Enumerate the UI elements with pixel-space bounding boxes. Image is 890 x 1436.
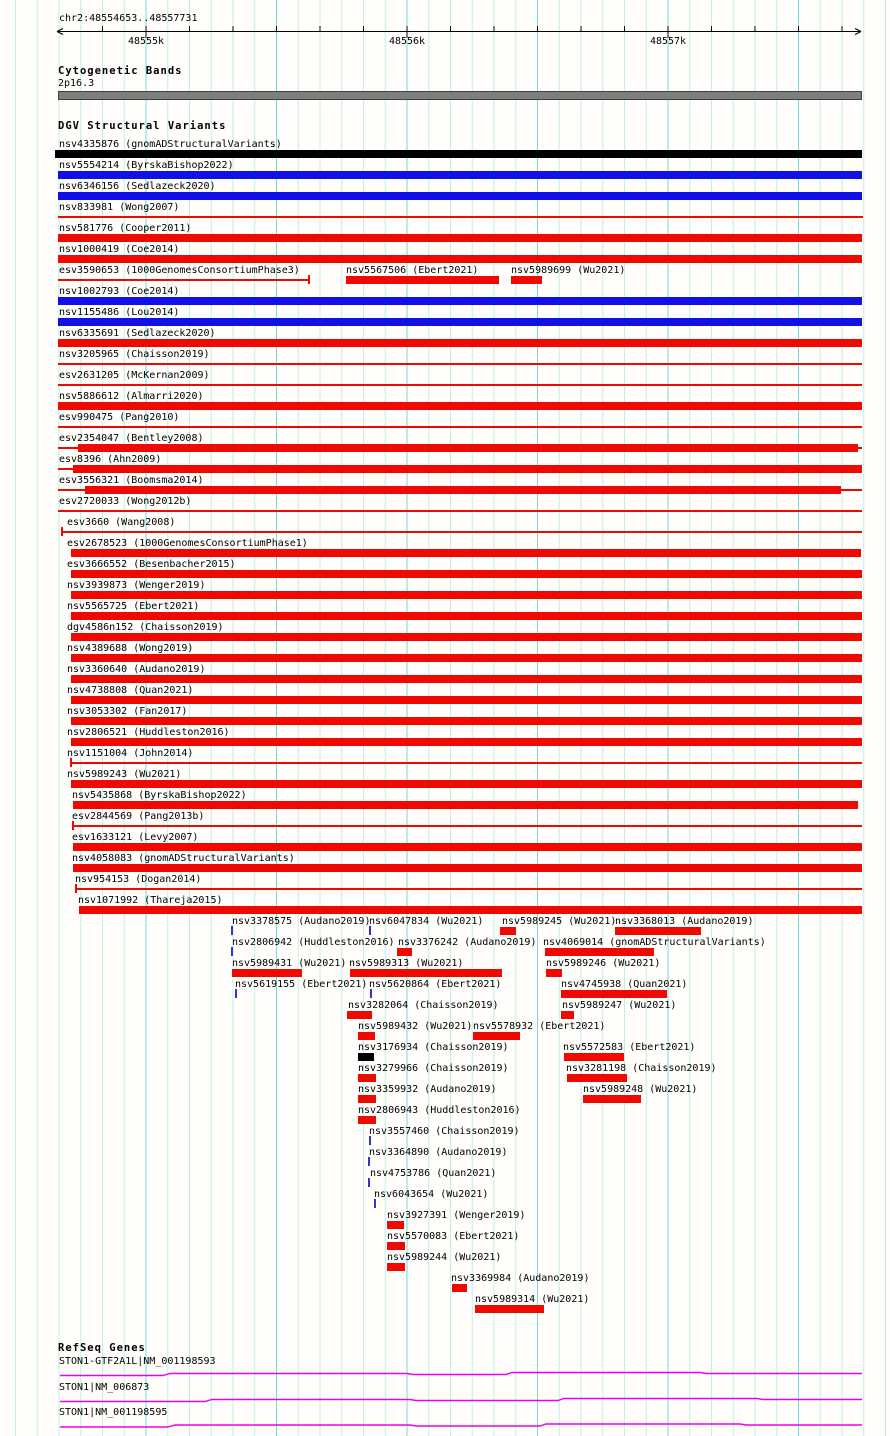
variant-bar[interactable] [58, 192, 862, 200]
variant-bar[interactable] [71, 570, 862, 578]
variant-tick[interactable] [308, 275, 310, 284]
variant-label[interactable]: nsv5989246 (Wu2021) [546, 958, 661, 969]
variant-label[interactable]: nsv5989313 (Wu2021) [349, 958, 464, 969]
variant-label[interactable]: esv2631205 (McKernan2009) [59, 370, 210, 381]
variant-bar[interactable] [71, 717, 862, 725]
position-label: chr2:48554653..48557731 [59, 13, 198, 24]
variant-label[interactable]: nsv1000419 (Coe2014) [59, 244, 180, 255]
variant-label[interactable]: nsv3369984 (Audano2019) [451, 1273, 590, 1284]
variant-bar[interactable] [567, 1074, 627, 1082]
refseq-track-title: RefSeq Genes [58, 1342, 146, 1354]
variant-label[interactable]: nsv3557460 (Chaisson2019) [369, 1126, 520, 1137]
variant-label[interactable]: nsv833981 (Wong2007) [59, 202, 180, 213]
variant-line[interactable] [58, 216, 863, 218]
variant-bar[interactable] [71, 780, 862, 788]
variant-label[interactable]: nsv5435868 (ByrskaBishop2022) [72, 790, 247, 801]
variant-label[interactable]: nsv5989243 (Wu2021) [67, 769, 182, 780]
variant-bar[interactable] [358, 1053, 374, 1061]
variant-label[interactable]: nsv3364890 (Audano2019) [369, 1147, 508, 1158]
variant-line[interactable] [58, 363, 862, 365]
variant-bar[interactable] [358, 1116, 376, 1124]
variant-line[interactable] [58, 384, 862, 386]
variant-label[interactable]: nsv5570083 (Ebert2021) [387, 1231, 520, 1242]
variant-label[interactable]: nsv1155486 (Lou2014) [59, 307, 180, 318]
variant-bar[interactable] [358, 1095, 376, 1103]
gene-label[interactable]: STON1-GTF2A1L|NM_001198593 [59, 1356, 216, 1367]
variant-tick[interactable] [231, 926, 233, 935]
variant-bar[interactable] [71, 654, 862, 662]
variant-label[interactable]: nsv6047834 (Wu2021) [369, 916, 484, 927]
variant-label[interactable]: nsv3368013 (Audano2019) [615, 916, 754, 927]
cytogenetic-bands-title: Cytogenetic Bands [58, 65, 183, 77]
variant-tick[interactable] [370, 989, 372, 998]
variant-label[interactable]: dgv4586n152 (Chaisson2019) [67, 622, 224, 633]
variant-label[interactable]: nsv3359932 (Audano2019) [358, 1084, 497, 1095]
variant-label[interactable]: nsv5572583 (Ebert2021) [563, 1042, 696, 1053]
variant-line[interactable] [58, 279, 309, 281]
variant-label[interactable]: nsv4069014 (gnomADStructuralVariants) [543, 937, 766, 948]
variant-label[interactable]: nsv954153 (Dogan2014) [75, 874, 202, 885]
variant-label[interactable]: nsv5989247 (Wu2021) [562, 1000, 677, 1011]
gene-line[interactable] [60, 1424, 862, 1427]
variant-bar[interactable] [546, 969, 562, 977]
variant-label[interactable]: nsv5619155 (Ebert2021) [235, 979, 368, 990]
gene-label[interactable]: STON1|NM_006873 [59, 1382, 150, 1393]
variant-label[interactable]: nsv2806943 (Huddleston2016) [358, 1105, 521, 1116]
variant-label[interactable]: nsv5989432 (Wu2021) [358, 1021, 473, 1032]
variant-label[interactable]: nsv3281198 (Chaisson2019) [566, 1063, 717, 1074]
variant-label[interactable]: nsv6346156 (Sedlazeck2020) [59, 181, 216, 192]
variant-label[interactable]: nsv3279966 (Chaisson2019) [358, 1063, 509, 1074]
variant-label[interactable]: nsv3360640 (Audano2019) [67, 664, 206, 675]
variant-label[interactable]: nsv4058083 (gnomADStructuralVariants) [72, 853, 295, 864]
variant-label[interactable]: esv2720033 (Wong2012b) [59, 496, 192, 507]
variant-bar[interactable] [358, 1074, 376, 1082]
variant-label[interactable]: nsv5554214 (ByrskaBishop2022) [59, 160, 234, 171]
variant-bar[interactable] [55, 150, 862, 158]
variant-bar[interactable] [58, 339, 862, 347]
variant-label[interactable]: esv2678523 (1000GenomesConsortiumPhase1) [67, 538, 308, 549]
gene-label[interactable]: STON1|NM_001198595 [59, 1407, 168, 1418]
variant-label[interactable]: nsv1002793 (Coe2014) [59, 286, 180, 297]
variant-label[interactable]: nsv5989699 (Wu2021) [511, 265, 626, 276]
ruler-tick-label: 48555k [127, 36, 165, 47]
variant-bar[interactable] [511, 276, 542, 284]
variant-bar[interactable] [73, 465, 862, 473]
variant-bar[interactable] [347, 1011, 372, 1019]
variant-bar[interactable] [387, 1221, 404, 1229]
variant-bar[interactable] [397, 948, 412, 956]
variant-label[interactable]: nsv5567506 (Ebert2021) [346, 265, 479, 276]
variant-bar[interactable] [73, 843, 862, 851]
variant-label[interactable]: nsv3378575 (Audano2019) [232, 916, 371, 927]
ruler-tick-label: 48557k [649, 36, 687, 47]
variant-bar[interactable] [473, 1032, 520, 1040]
variant-line[interactable] [58, 510, 862, 512]
variant-label[interactable]: nsv3939873 (Wenger2019) [67, 580, 206, 591]
dgv-track-title: DGV Structural Variants [58, 120, 227, 132]
variant-bar[interactable] [58, 171, 862, 179]
variant-tick[interactable] [368, 1157, 370, 1166]
variant-bar[interactable] [500, 927, 516, 935]
variant-label[interactable]: nsv5886612 (Almarri2020) [59, 391, 204, 402]
variant-label[interactable]: esv2844569 (Pang2013b) [72, 811, 205, 822]
variant-bar[interactable] [545, 948, 654, 956]
variant-bar[interactable] [71, 612, 862, 620]
variant-label[interactable]: nsv5989314 (Wu2021) [475, 1294, 590, 1305]
variant-label[interactable]: esv990475 (Pang2010) [59, 412, 180, 423]
variant-line[interactable] [71, 762, 862, 764]
variant-bar[interactable] [73, 801, 858, 809]
variant-bar[interactable] [73, 864, 862, 872]
variant-label[interactable]: esv2354047 (Bentley2008) [59, 433, 204, 444]
variant-bar[interactable] [85, 486, 841, 494]
variant-label[interactable]: nsv6043654 (Wu2021) [374, 1189, 489, 1200]
variant-label[interactable]: nsv1151004 (John2014) [67, 748, 194, 759]
variant-tick[interactable] [374, 1199, 376, 1208]
variant-label[interactable]: nsv6335691 (Sedlazeck2020) [59, 328, 216, 339]
variant-label[interactable]: esv3666552 (Besenbacher2015) [67, 559, 236, 570]
variant-bar[interactable] [58, 255, 862, 263]
variant-tick[interactable] [369, 1136, 371, 1145]
variant-line[interactable] [62, 531, 862, 533]
variant-bar[interactable] [232, 969, 302, 977]
variant-bar[interactable] [58, 234, 862, 242]
variant-label[interactable]: nsv5989248 (Wu2021) [583, 1084, 698, 1095]
variant-label[interactable]: nsv5565725 (Ebert2021) [67, 601, 200, 612]
variant-bar[interactable] [58, 402, 862, 410]
variant-label[interactable]: nsv3282064 (Chaisson2019) [348, 1000, 499, 1011]
variant-tick[interactable] [369, 926, 371, 935]
variant-label[interactable]: esv3556321 (Boomsma2014) [59, 475, 204, 486]
gene-line[interactable] [60, 1373, 862, 1376]
variant-line[interactable] [76, 888, 862, 890]
variant-label[interactable]: nsv4335876 (gnomADStructuralVariants) [59, 139, 282, 150]
variant-label[interactable]: nsv4389688 (Wong2019) [67, 643, 194, 654]
cytoband-rect[interactable] [58, 91, 862, 100]
variant-label[interactable]: nsv5578932 (Ebert2021) [473, 1021, 606, 1032]
variant-label[interactable]: nsv3927391 (Wenger2019) [387, 1210, 526, 1221]
variant-bar[interactable] [71, 738, 862, 746]
variant-label[interactable]: esv3590653 (1000GenomesConsortiumPhase3) [59, 265, 300, 276]
variant-bar[interactable] [358, 1032, 375, 1040]
variant-label[interactable]: nsv4745938 (Quan2021) [561, 979, 688, 990]
variant-bar[interactable] [58, 297, 862, 305]
variant-bar[interactable] [452, 1284, 467, 1292]
variant-label[interactable]: nsv5989244 (Wu2021) [387, 1252, 502, 1263]
variant-line[interactable] [58, 426, 862, 428]
variant-label[interactable]: nsv3176934 (Chaisson2019) [358, 1042, 509, 1053]
variant-label[interactable]: nsv3376242 (Audano2019) [398, 937, 537, 948]
variant-bar[interactable] [561, 1011, 574, 1019]
variant-bar[interactable] [78, 444, 858, 452]
variant-label[interactable]: nsv4753786 (Quan2021) [370, 1168, 497, 1179]
variant-label[interactable]: nsv3205965 (Chaisson2019) [59, 349, 210, 360]
cytoband-name-label: 2p16.3 [58, 78, 95, 89]
variant-line[interactable] [73, 825, 862, 827]
variant-bar[interactable] [79, 906, 862, 914]
variant-label[interactable]: esv8396 (Ahn2009) [59, 454, 162, 465]
variant-tick[interactable] [368, 1178, 370, 1187]
variant-label[interactable]: nsv5620864 (Ebert2021) [369, 979, 502, 990]
ruler-tick-label: 48556k [388, 36, 426, 47]
variant-bar[interactable] [71, 675, 862, 683]
variant-label[interactable]: nsv3053302 (Fan2017) [67, 706, 188, 717]
variant-label[interactable]: nsv5989245 (Wu2021) [502, 916, 617, 927]
variant-bar[interactable] [350, 969, 502, 977]
variant-label[interactable]: nsv2806942 (Huddleston2016) [232, 937, 395, 948]
variant-label[interactable]: nsv1071992 (Thareja2015) [78, 895, 223, 906]
variant-bar[interactable] [387, 1263, 405, 1271]
variant-bar[interactable] [387, 1242, 405, 1250]
variant-bar[interactable] [564, 1053, 624, 1061]
variant-label[interactable]: esv3660 (Wang2008) [67, 517, 176, 528]
variant-bar[interactable] [583, 1095, 641, 1103]
variant-tick[interactable] [231, 947, 233, 956]
variant-tick[interactable] [235, 989, 237, 998]
variant-bar[interactable] [71, 696, 862, 704]
variant-label[interactable]: nsv4738808 (Quan2021) [67, 685, 194, 696]
variant-label[interactable]: nsv2806521 (Huddleston2016) [67, 727, 230, 738]
variant-bar[interactable] [71, 549, 861, 557]
variant-bar[interactable] [58, 318, 862, 326]
variant-bar[interactable] [475, 1305, 544, 1313]
variant-bar[interactable] [561, 990, 667, 998]
variant-label[interactable]: nsv581776 (Cooper2011) [59, 223, 192, 234]
gene-line[interactable] [60, 1399, 862, 1402]
variant-bar[interactable] [346, 276, 499, 284]
variant-label[interactable]: esv1633121 (Levy2007) [72, 832, 199, 843]
variant-bar[interactable] [71, 591, 862, 599]
variant-label[interactable]: nsv5989431 (Wu2021) [232, 958, 347, 969]
variant-bar[interactable] [615, 927, 701, 935]
variant-bar[interactable] [71, 633, 862, 641]
